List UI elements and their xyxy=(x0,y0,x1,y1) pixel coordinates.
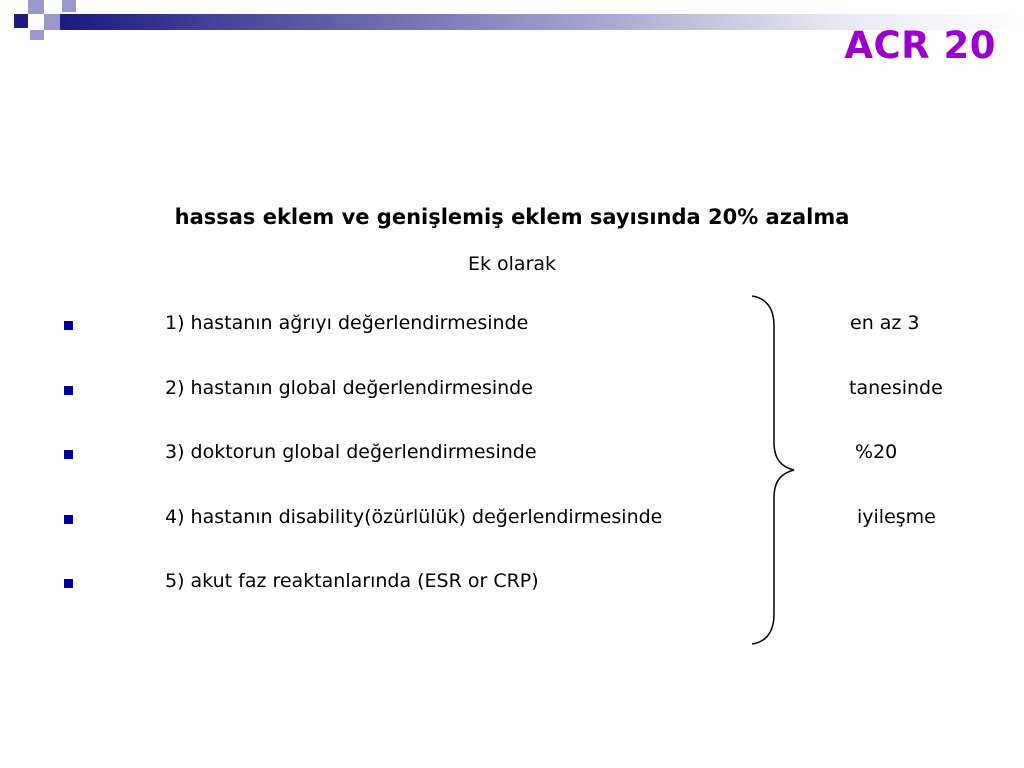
slide-title: ACR 20 xyxy=(844,24,996,67)
list-item: 3) doktorun global değerlendirmesinde xyxy=(165,441,537,463)
decor-square xyxy=(30,30,44,40)
list-item: 4) hastanın disability(özürlülük) değerlendirmesinde xyxy=(165,506,663,528)
right-curly-brace xyxy=(748,292,798,648)
decor-square xyxy=(28,0,44,14)
side-note: %20 xyxy=(855,441,898,463)
side-note: tanesinde xyxy=(849,377,943,399)
list-item: 5) akut faz reaktanlarında (ESR or CRP) xyxy=(165,570,539,592)
bullet-marker xyxy=(64,450,73,459)
side-note: en az 3 xyxy=(850,312,920,334)
bullet-marker xyxy=(64,321,73,330)
slide-heading: hassas eklem ve genişlemiş eklem sayısında 20% azalma xyxy=(174,205,850,229)
bullet-marker xyxy=(64,386,73,395)
bullet-marker xyxy=(64,579,73,588)
side-note: iyileşme xyxy=(857,506,936,528)
decor-square xyxy=(44,14,60,30)
decor-square xyxy=(62,0,76,12)
list-item: 2) hastanın global değerlendirmesinde xyxy=(165,377,533,399)
slide-subheading: Ek olarak xyxy=(467,253,557,275)
decor-square xyxy=(14,14,28,28)
bullet-marker xyxy=(64,515,73,524)
list-item: 1) hastanın ağrıyı değerlendirmesinde xyxy=(165,312,529,334)
